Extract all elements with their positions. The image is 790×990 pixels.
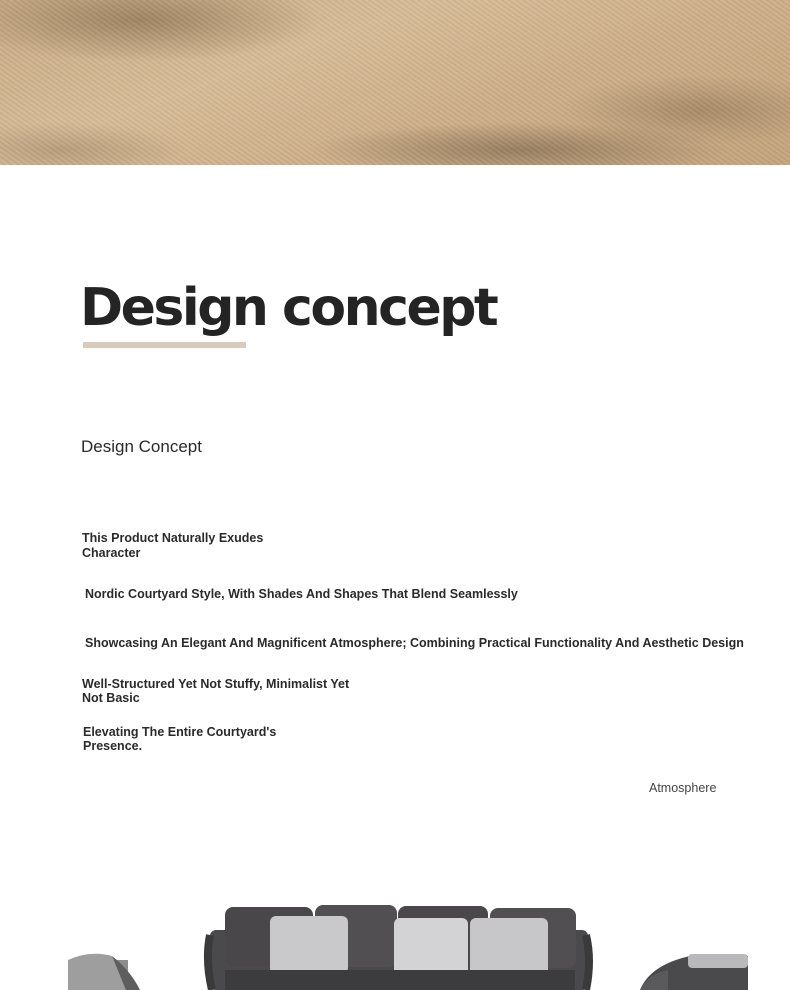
- hero-sand-image: [0, 0, 790, 165]
- concept-line-1: This Product Naturally Exudes Character: [82, 531, 264, 560]
- right-armchair: [640, 954, 748, 990]
- section-title: Design Concept: [81, 437, 202, 456]
- concept-line-2: Nordic Courtyard Style, With Shades And Shapes That Blend Seamlessly: [85, 587, 518, 601]
- page-title: Design concept: [80, 278, 497, 338]
- sofa: [208, 905, 589, 990]
- sofa-product-image: [0, 890, 790, 990]
- left-armchair: [68, 954, 140, 990]
- concept-line-4: Well-Structured Yet Not Stuffy, Minimalist Yet Not Basic: [82, 677, 350, 705]
- atmosphere-tag: Atmosphere: [649, 781, 717, 795]
- concept-line-3: Showcasing An Elegant And Magnificent Atmosphere; Combining Practical Functionality And Aesthetic Design: [85, 636, 744, 650]
- title-underline: [83, 342, 246, 348]
- concept-line-5: Elevating The Entire Courtyard's Presence.: [83, 725, 277, 753]
